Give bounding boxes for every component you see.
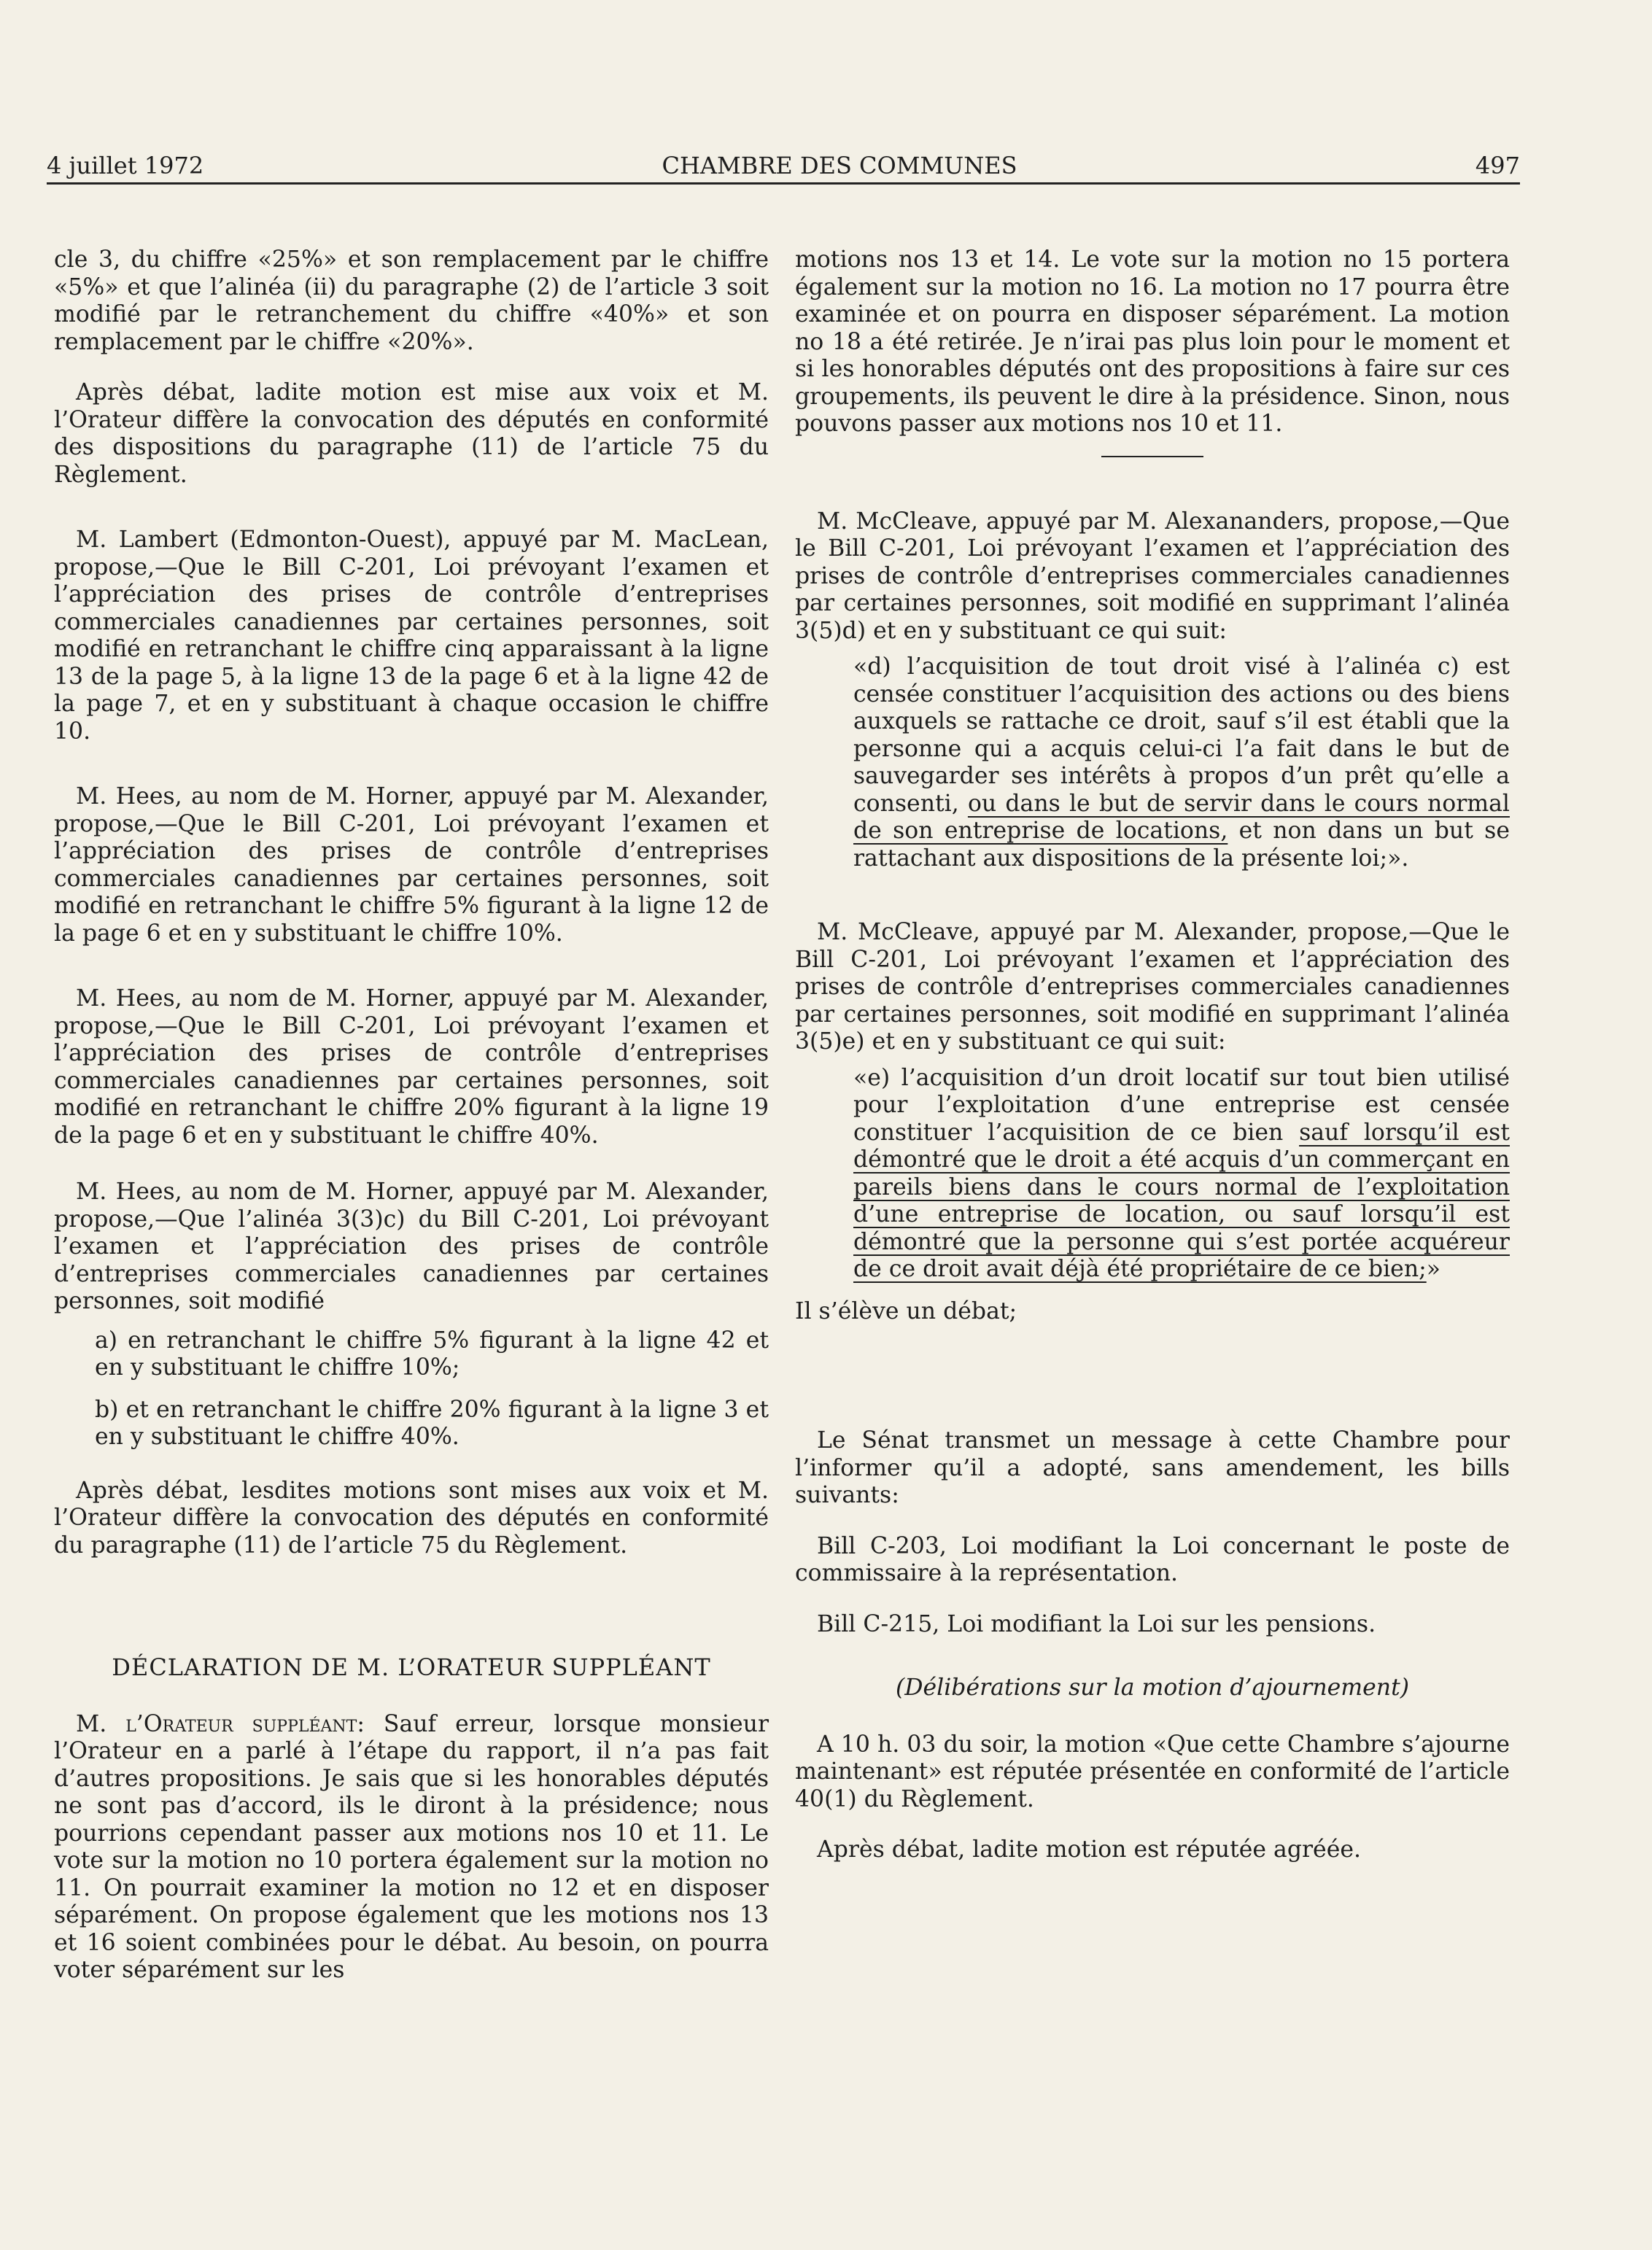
quote-text: » [1426, 1256, 1440, 1282]
quoted-amendment [853, 653, 1510, 872]
speaker-label: M. l’Orateur suppléant: [76, 1710, 365, 1737]
paragraph: Après débat, ladite motion est réputée agréée. [817, 1836, 1361, 1863]
paragraph: motions nos 13 et 14. Le vote sur la motion no 15 portera également sur la motion no 16. La motion no 17 pourra être examinée et on pourra en disposer séparément. La motion no 18 a été retirée. Je n’irai pas plus loin pour le moment et si les honorables députés ont des propositions à faire sur ces groupements, ils peuvent le dire à la présidence. Sinon, nous pouvons passer aux motions nos 10 et 11. [795, 247, 1510, 437]
paragraph: M. Hees, au nom de M. Horner, appuyé par M. Alexander, propose,—Que le Bill C-201, Loi prévoyant l’examen et l’appréciation des prises de contrôle d’entreprises commerciales canadiennes par certaines personnes, soit modifié en retranchant le chiffre 20% figurant à la ligne 19 de la page 6 et en y substituant le chiffre 40%. [54, 985, 769, 1149]
quoted-amendment [853, 1065, 1510, 1284]
paragraph: M. McCleave, appuyé par M. Alexananders, propose,—Que le Bill C-201, Loi prévoyant l’examen et l’appréciation des prises de contrôle d’entreprises commerciales canadiennes par certaines personnes, soit modifié en supprimant l’alinéa 3(5)d) et en y substituant ce qui suit: [795, 508, 1510, 644]
paragraph: A 10 h. 03 du soir, la motion «Que cette Chambre s’ajourne maintenant» est réputée présentée en conformité de l’article 40(1) du Règlement. [795, 1731, 1510, 1812]
section-subheading: (Délibérations sur la motion d’ajournement) [895, 1675, 1410, 1701]
paragraph: M. Hees, au nom de M. Horner, appuyé par M. Alexander, propose,—Que l’alinéa 3(3)c) du Bill C-201, Loi prévoyant l’examen et l’appréciation des prises de contrôle d’entreprises commerciales canadiennes par certaines personnes, soit modifié [54, 1179, 769, 1314]
paragraph: M. Lambert (Edmonton-Ouest), appuyé par M. MacLean, propose,—Que le Bill C-201, Loi prévoyant l’examen et l’appréciation des prises de contrôle d’entreprises commerciales canadiennes par certaines personnes, soit modifié en retranchant le chiffre cinq apparaissant à la ligne 13 de la page 5, à la ligne 13 de la page 6 et à la ligne 42 de la page 7, et en y substituant à chaque occasion le chiffre 10. [54, 527, 769, 745]
header-date: 4 juillet 1972 [47, 152, 204, 179]
paragraph [54, 1711, 769, 1985]
page-header [47, 152, 1520, 185]
paragraph: Il s’élève un débat; [795, 1297, 1017, 1324]
paragraph: Après débat, lesdites motions sont mises aux voix et M. l’Orateur diffère la convocation des députés en conformité du paragraphe (11) de l’article 75 du Règlement. [54, 1477, 769, 1559]
quote-text: «d) l’acquisition de tout droit visé à l’alinéa c) est censée constituer l’acquisition des actions ou des biens auxquels se rattache ce droit, sauf s’il est établi que la personne qui a acquis celui-ci l’a fait dans le but de sauvegarder ses intérêts à propos d’un prêt qu’elle a consenti, [853, 653, 1510, 817]
paragraph: cle 3, du chiffre «25%» et son remplacement par le chiffre «5%» et que l’alinéa (ii) du paragraphe (2) de l’article 3 soit modifié par le retranchement du chiffre «40%» et son remplacement par le chiffre «20%». [54, 247, 769, 355]
underlined-text: ou dans le but de servir dans le cours normal de son entreprise de locations, [853, 790, 1510, 844]
paragraph: Bill C-203, Loi modifiant la Loi concernant le poste de commissaire à la représentation. [795, 1532, 1510, 1586]
quote-text: «e) l’acquisition d’un droit locatif sur tout bien utilisé pour l’exploitation d’une entreprise est censée constituer l’acquisition de ce bien [853, 1064, 1510, 1146]
paragraph: Bill C-215, Loi modifiant la Loi sur les pensions. [817, 1610, 1376, 1637]
paragraph: M. Hees, au nom de M. Horner, appuyé par M. Alexander, propose,—Que le Bill C-201, Loi prévoyant l’examen et l’appréciation des prises de contrôle d’entreprises commerciales canadiennes par certaines personnes, soit modifié en retranchant le chiffre 5% figurant à la ligne 12 de la page 6 et en y substituant le chiffre 10%. [54, 783, 769, 947]
header-title: CHAMBRE DES COMMUNES [662, 152, 1017, 179]
paragraph: Après débat, ladite motion est mise aux voix et M. l’Orateur diffère la convocation des députés en conformité des dispositions du paragraphe (11) de l’article 75 du Règlement. [54, 379, 769, 488]
underlined-text: sauf lorsqu’il est démontré que le droit a été acquis d’un commerçant en pareils biens dans le cours normal de l’exploitation d’une entreprise de location, ou sauf lorsqu’il est démontré que la personne qui s’est portée acquéreur de ce droit avait déjà été propriétaire de ce bien; [853, 1119, 1510, 1282]
right-column [795, 247, 1510, 1888]
list-item: b) et en retranchant le chiffre 20% figurant à la ligne 3 et en y substituant le chiffre 40%. [95, 1396, 769, 1450]
paragraph: M. McCleave, appuyé par M. Alexander, propose,—Que le Bill C-201, Loi prévoyant l’examen et l’appréciation des prises de contrôle d’entreprises commerciales canadiennes par certaines personnes, soit modifié en supprimant l’alinéa 3(5)e) et en y substituant ce qui suit: [795, 919, 1510, 1055]
section-heading: DÉCLARATION DE M. L’ORATEUR SUPPLÉANT [112, 1653, 711, 1681]
header-page-number: 497 [1475, 152, 1520, 179]
left-column [54, 247, 769, 2008]
paragraph: Le Sénat transmet un message à cette Chambre pour l’informer qu’il a adopté, sans amendement, les bills suivants: [795, 1427, 1510, 1508]
divider [1101, 456, 1203, 457]
quote-text: et non dans un but se rattachant aux dispositions de la présente loi;». [853, 818, 1510, 872]
speaker-text: Sauf erreur, lorsque monsieur l’Orateur en a parlé à l’étape du rapport, il n’a pas fait d’autres propositions. Je sais que si les honorables députés ne sont pas d’accord, ils le diront à la présidence; nous pourrions cependant passer aux motions nos 10 et 11. Le vote sur la motion no 10 portera également sur la motion no 11. On pourrait examiner la motion no 12 et en disposer séparément. On propose également que les motions nos 13 et 16 soient combinées pour le débat. Au besoin, on pourra voter séparément sur les [54, 1710, 769, 1983]
list-item: a) en retranchant le chiffre 5% figurant à la ligne 42 et en y substituant le chiffre 10%; [95, 1327, 769, 1381]
